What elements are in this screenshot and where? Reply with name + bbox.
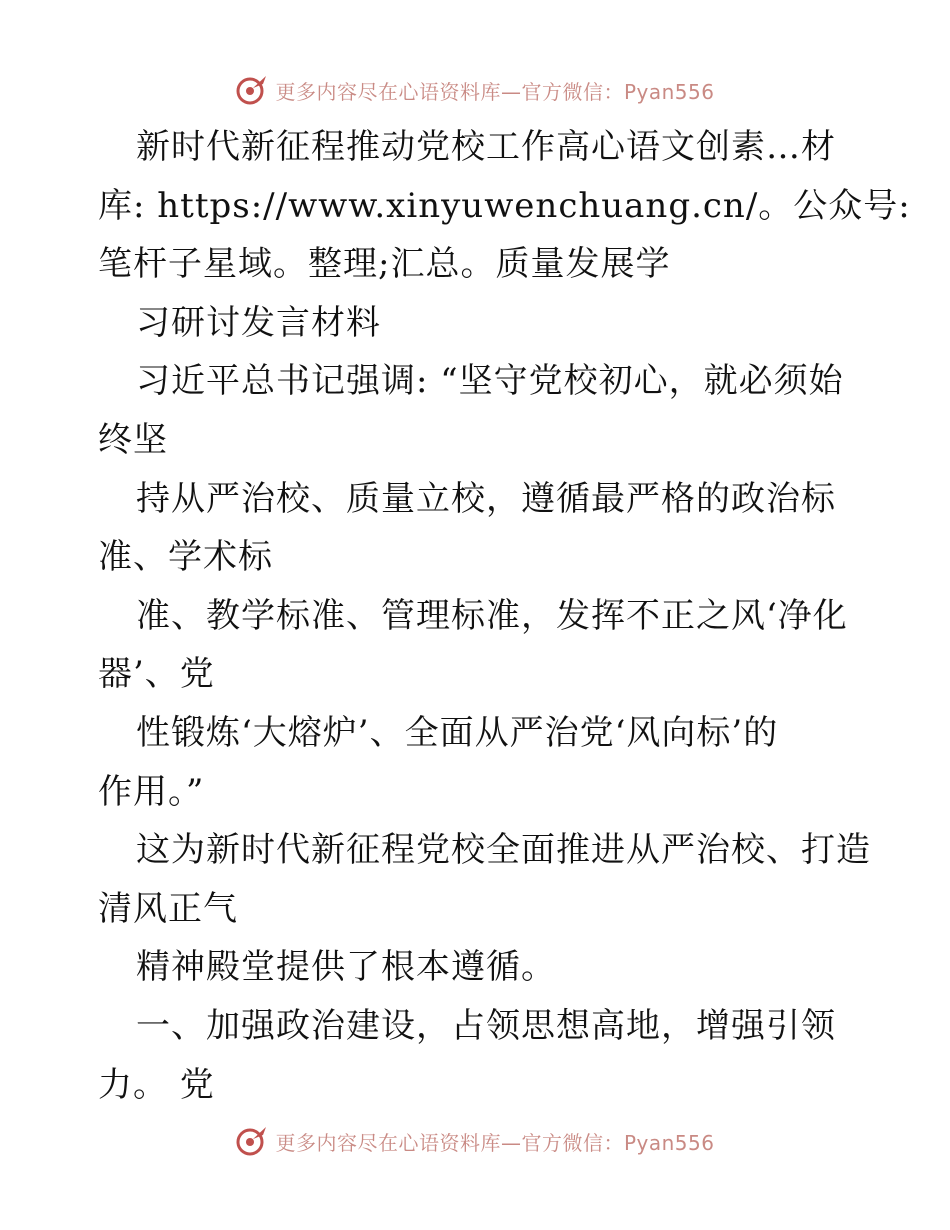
text-line: 精神殿堂提供了根本遵循。: [136, 947, 556, 988]
text-line: 终坚: [98, 419, 168, 460]
watermark-text: 更多内容尽在心语资料库—官方微信：Pyan556: [275, 1130, 715, 1155]
text-line: 准、教学标准、管理标准，发挥不正之风‘净化: [136, 595, 848, 636]
text-line: 性锻炼‘大熔炉’、全面从严治党‘风向标’的: [136, 712, 779, 753]
text-line: 力。 党: [98, 1064, 215, 1105]
text-line: 持从严治校、质量立校，遵循最严格的政治标: [136, 478, 836, 519]
text-line: 习研讨发言材料: [136, 302, 381, 343]
text-line: 一、加强政治建设，占领思想高地，增强引领: [136, 1005, 836, 1046]
text-line: 新时代新征程推动党校工作高心语文创素…材: [136, 127, 836, 167]
text-line: 作用。”: [98, 771, 205, 812]
quill-circle-logo-icon: [235, 73, 269, 107]
quill-circle-logo-icon: [235, 1124, 269, 1158]
footer-watermark: [0, 1121, 950, 1161]
text-line: 库: https://www.xinyuwenchuang.cn/。公众号:: [98, 185, 911, 226]
text-line: 清风正气: [98, 888, 238, 929]
text-line: 器’、党: [98, 654, 215, 695]
header-watermark: [0, 70, 950, 110]
text-line: 习近平总书记强调: “坚守党校初心，就必须始: [136, 361, 844, 402]
text-line: 准、学术标: [98, 537, 273, 578]
text-line: 笔杆子星域。整理;汇总。质量发展学: [98, 244, 671, 285]
watermark-text: 更多内容尽在心语资料库—官方微信：Pyan556: [275, 79, 715, 104]
text-line: 这为新时代新征程党校全面推进从严治校、打造: [136, 830, 871, 871]
document-body: [98, 118, 911, 1114]
